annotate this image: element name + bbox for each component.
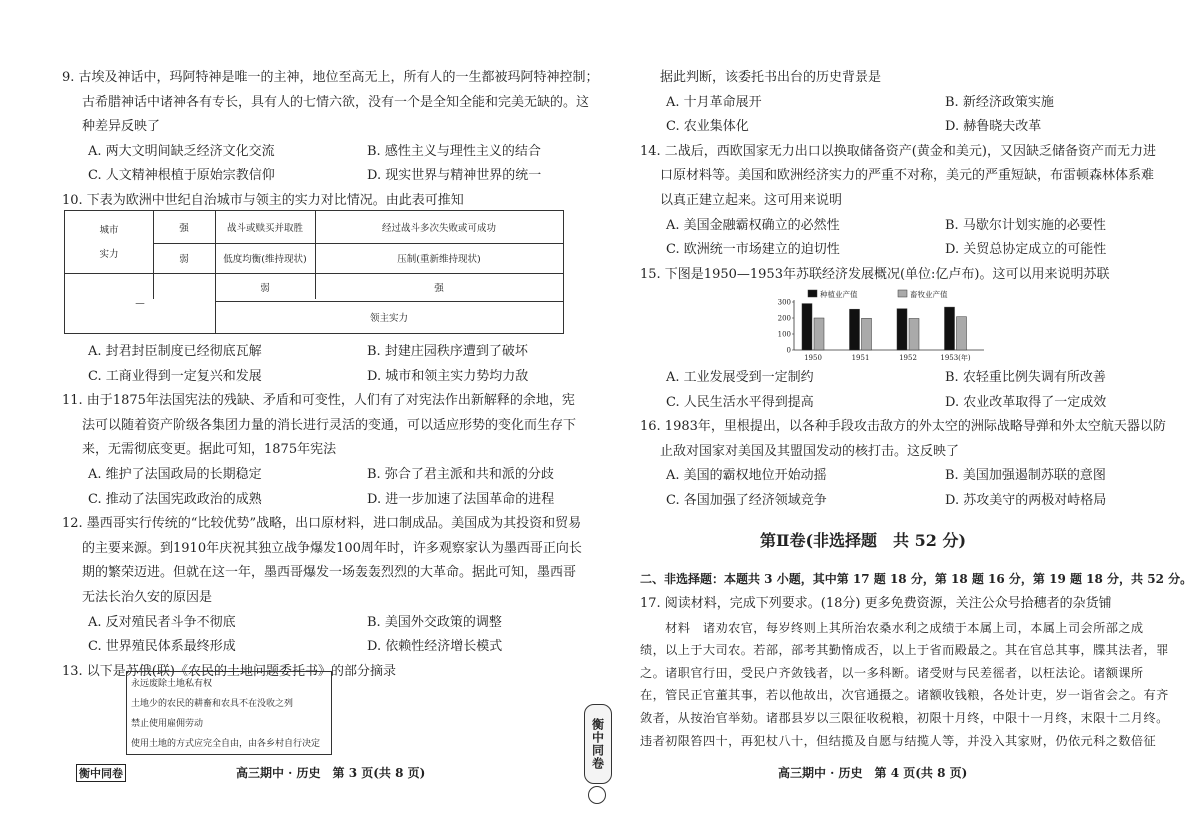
option-b: B. 感性主义与理性主义的结合	[367, 143, 541, 159]
q9-line: 古希腊神话中诸神各有专长，具有人的七情六欲，没有一个是全知全能和完美无缺的。这	[82, 94, 590, 110]
q9-options	[62, 140, 610, 189]
q12-line: 12. 墨西哥实行传统的“比较优势”战略，出口原材料，进口制成品。美国成为其投资和贸易	[62, 516, 582, 532]
q11-line: 来，无需彻底变更。据此可知，1875年宪法	[82, 442, 337, 458]
question-17	[640, 592, 1188, 752]
option-c: C. 世界殖民体系最终形成	[88, 639, 236, 655]
q9-line: 种差异反映了	[82, 119, 161, 135]
cell: 低度均衡(维持现状)	[223, 254, 307, 265]
q15-stem: 15. 下图是1950—1953年苏联经济发展概况(单位:亿卢布)。这可以用来说明苏联	[640, 266, 1110, 282]
bar	[909, 318, 919, 350]
spine-logo: 衡中同卷	[584, 704, 612, 784]
q11-line: 法可以随着资产阶级各集团力量的消长进行灵活的变通，可以适应形势的变化而生存下	[82, 417, 577, 433]
option-d: D. 苏攻美守的两极对峙格局	[945, 492, 1107, 508]
q16-line: 16. 1983年，里根提出，以各种手段攻击敌方的外太空的洲际战略导弹和外太空航天器以防	[640, 419, 1166, 435]
bar	[957, 317, 967, 350]
legend-swatch	[898, 290, 907, 297]
right-questions-lower	[640, 366, 1188, 514]
option-a: A. 美国金融霸权确立的必然性	[666, 217, 840, 233]
option-c: C. 推动了法国宪政政治的成熟	[88, 491, 262, 507]
option-a: A. 美国的霸权地位开始动摇	[666, 468, 827, 484]
publisher-seal: 衡中同卷	[76, 764, 126, 782]
excerpt-line: 土地少的农民的耕畜和农具不在没收之列	[131, 699, 294, 709]
x-tick-label: 1950	[804, 354, 822, 362]
bar	[897, 309, 907, 350]
q13-options	[640, 91, 1188, 140]
q15-options	[640, 366, 1188, 415]
option-c: C. 人文精神根植于原始宗教信仰	[88, 168, 275, 184]
excerpt-line: 永远废除土地私有权	[131, 679, 213, 689]
q13-cont-line: 据此判断，该委托书出台的历史背景是	[660, 70, 882, 85]
excerpt-line: 禁止使用雇佣劳动	[131, 719, 204, 729]
section-desc: 二、非选择题：本题共 3 小题，其中第 17 题 18 分，第 18 题 16 分，第 19 题 18 分，共 52 分。	[640, 572, 1193, 586]
option-d: D. 进一步加速了法国革命的进程	[367, 491, 555, 507]
option-c: C. 各国加强了经济领域竞争	[666, 492, 827, 508]
option-a: A. 工业发展受到一定制约	[666, 370, 814, 385]
option-b: B. 美国加强遏制苏联的意图	[945, 468, 1106, 484]
q12-line: 期的繁荣迈进。但就在这一年，墨西哥爆发一场轰轰烈烈的大革命。据此可知，墨西哥	[82, 565, 577, 581]
bar	[814, 318, 824, 350]
option-d: D. 城市和领主实力势均力敌	[367, 368, 529, 384]
q14-line: 以真正建立起来。这可用来说明	[660, 192, 843, 208]
y-tick-label: 0	[786, 346, 791, 355]
x-tick-label: 1953(年)	[940, 354, 971, 362]
lord-strong: 强	[434, 283, 444, 294]
material-line: 材料 诸劝农官，每岁终则上其所治农桑水利之成绩于本属上司，本属上司会所部之成	[640, 620, 1144, 635]
cell: 战斗或赎买并取胜	[226, 223, 303, 234]
option-a: A. 两大文明间缺乏经济文化交流	[88, 143, 275, 159]
cell: 压制(重新维持现状)	[397, 254, 481, 265]
q17-material	[640, 617, 1188, 753]
q14-line: 14. 二战后，西欧国家无力出口以换取储备资产(黄金和美元)，又因缺乏储备资产而无力进	[640, 143, 1156, 159]
option-a: A. 反对殖民者斗争不彻底	[88, 614, 236, 630]
lord-label: 领主实力	[369, 313, 408, 324]
city-label: 城市	[99, 225, 119, 236]
q12-line: 无法长治久安的原因是	[82, 589, 213, 605]
x-tick-label: 1951	[851, 354, 870, 362]
right-page	[640, 0, 1188, 827]
row-strong: 强	[179, 223, 189, 234]
legend-swatch	[808, 290, 817, 297]
option-c: C. 工商业得到一定复兴和发展	[88, 368, 262, 384]
material-line: 敛者，从按治官举劾。诸郡县岁以三限征收税粮，初限十月终，中限十一月终，末限十二月终。	[640, 710, 1169, 725]
q14-options	[640, 214, 1188, 263]
left-page-footer: 高三期中 · 历史 第 3 页(共 8 页)	[236, 766, 426, 780]
legend-label: 畜牧业产值	[910, 290, 948, 299]
option-a: A. 封君封臣制度已经彻底瓦解	[88, 344, 262, 359]
lord-weak: 弱	[260, 283, 270, 294]
cell: 经过战斗多次失败或可成功	[381, 223, 496, 234]
q11-line: 11. 由于1875年法国宪法的残缺、矛盾和可变性，人们有了对宪法作出新解释的余地，宪	[62, 393, 575, 409]
option-d: D. 依赖性经济增长模式	[367, 639, 503, 655]
swirl-ornament	[588, 786, 606, 804]
bar	[802, 304, 812, 350]
q16-options	[640, 464, 1188, 513]
q14-line: 口原材料等。美国和欧洲经济实力的严重不对称，美元的严重短缺，布雷顿森林体系难	[660, 168, 1155, 184]
q10-stem: 10. 下表为欧洲中世纪自治城市与领主的实力对比情况。由此表可推知	[62, 192, 464, 208]
chart-bars	[802, 304, 967, 350]
section-title: 第Ⅱ卷(非选择题 共 52 分)	[760, 531, 967, 550]
right-questions	[640, 66, 1188, 287]
q13-excerpt-box	[126, 671, 332, 755]
option-d: D. 现实世界与精神世界的统一	[367, 168, 542, 184]
excerpt-line: 使用土地的方式应完全自由，由各乡村自行决定	[131, 739, 321, 749]
option-c: C. 人民生活水平得到提高	[666, 394, 814, 410]
chart-legend	[808, 289, 948, 299]
y-tick-label: 200	[777, 314, 791, 323]
bar	[862, 318, 872, 350]
bar	[850, 309, 860, 350]
option-b: B. 新经济政策实施	[945, 94, 1054, 110]
q12-line: 的主要来源。到1910年庆祝其独立战争爆发100周年时，许多观察家认为墨西哥正向长	[82, 540, 582, 556]
option-b: B. 马歇尔计划实施的必要性	[945, 217, 1106, 233]
q16-line: 止敌对国家对美国及其盟国发动的核打击。这反映了	[660, 443, 960, 459]
q17-stem: 17. 阅读材料，完成下列要求。(18分) 更多免费资源，关注公众号拾穗者的杂货铺	[640, 596, 1112, 611]
dash: —	[135, 297, 145, 309]
y-tick-label: 300	[777, 298, 791, 307]
option-b: B. 弥合了君主派和共和派的分歧	[367, 466, 554, 482]
option-c: C. 农业集体化	[666, 119, 749, 135]
option-b: B. 农轻重比例失调有所改善	[945, 370, 1106, 385]
option-d: D. 农业改革取得了一定成效	[945, 394, 1107, 410]
material-line: 违者初限笞四十，再犯杖八十，但结揽及自愿与结揽人等，并没入其家财，仍依元科之数倍征	[640, 733, 1157, 748]
material-line: 在，管民正官董其事，若以他故出，次官通摄之。诸额收钱粮，各处计吏，岁一诣省会之。有齐	[640, 688, 1169, 703]
x-tick-label: 1952	[899, 354, 917, 362]
option-a: A. 十月革命展开	[666, 94, 762, 110]
q13-stem: 13. 以下是苏俄(联)《农民的土地问题委托书》的部分摘录	[62, 663, 396, 679]
option-b: B. 美国外交政策的调整	[367, 614, 502, 630]
y-tick-label: 100	[777, 330, 791, 339]
option-c: C. 欧洲统一市场建立的迫切性	[666, 242, 840, 258]
legend-label: 种植业产值	[820, 290, 858, 299]
city-label: 实力	[99, 249, 119, 260]
option-d: D. 赫鲁晓夫改革	[945, 119, 1042, 135]
right-page-footer: 高三期中 · 历史 第 4 页(共 8 页)	[778, 766, 968, 780]
option-a: A. 维护了法国政局的长期稳定	[88, 466, 262, 482]
row-weak: 弱	[179, 254, 189, 265]
option-d: D. 关贸总协定成立的可能性	[945, 242, 1107, 258]
q9-line: 9. 古埃及神话中，玛阿特神是唯一的主神，地位至高无上，所有人的一生都被玛阿特神控制；	[62, 70, 599, 85]
option-b: B. 封建庄园秩序遭到了破坏	[367, 344, 528, 359]
question-9	[62, 66, 610, 214]
material-line: 绩，以上于大司农。若部，部考其勤惰成否，以上于省而殿最之。其在官总其事，牒其法者，罪	[640, 643, 1169, 658]
q15-bar-chart	[772, 288, 992, 368]
q10-table	[64, 210, 564, 334]
material-line: 之。诸职官行田，受民户齐敛钱者，以一多科断。诸受财与民差徭者，以枉法论。诸额课所	[640, 665, 1144, 680]
bar	[945, 307, 955, 350]
